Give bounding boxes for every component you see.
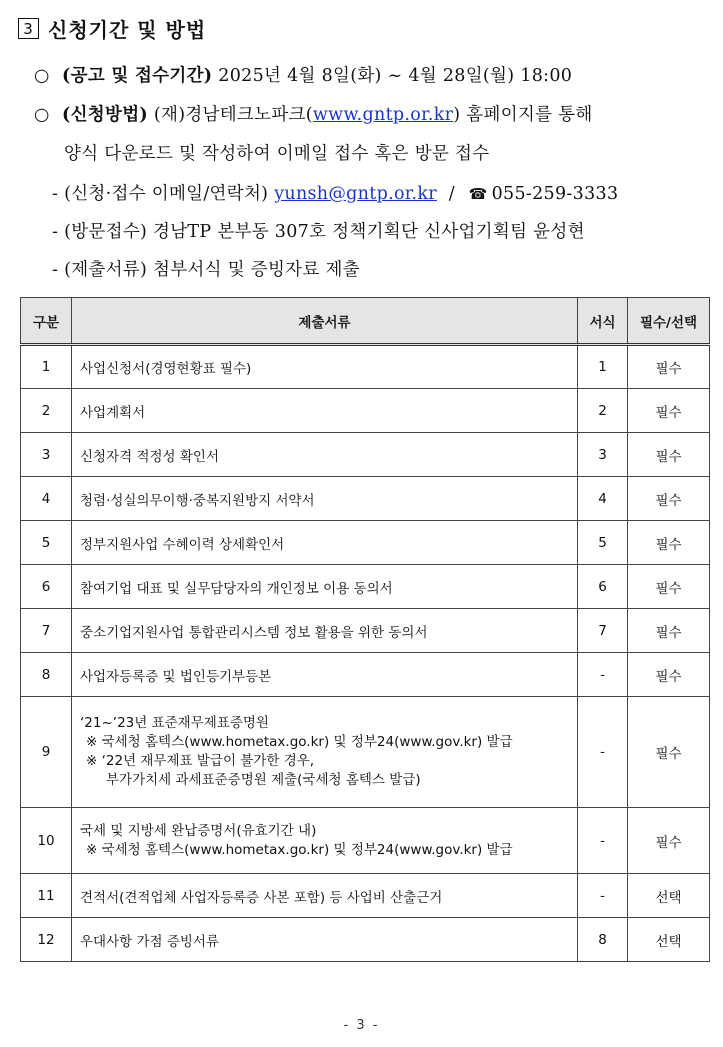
row-doc: 청렴·성실의무이행·중복지원방지 서약서: [72, 477, 578, 521]
section-title: [18, 14, 206, 43]
row-req: 필수: [628, 808, 710, 874]
table-row: [21, 697, 710, 808]
row-form: 5: [578, 521, 628, 565]
contact-separator: /: [448, 184, 455, 204]
method-line-2: 양식 다운로드 및 작성하여 이메일 접수 혹은 방문 접수: [64, 144, 490, 164]
table-row: [21, 653, 710, 697]
row-no: 6: [21, 565, 72, 609]
row-req: 필수: [628, 521, 710, 565]
header-doc: 제출서류: [72, 298, 578, 345]
table-row: [21, 433, 710, 477]
header-no: 구분: [21, 298, 72, 345]
row-doc: 우대사항 가점 증빙서류: [72, 918, 578, 962]
row-note: ※ ‘22년 재무제표 발급이 불가한 경우,: [86, 753, 315, 769]
row-req: 필수: [628, 389, 710, 433]
header-form: 서식: [578, 298, 628, 345]
row-no: 2: [21, 389, 72, 433]
period-value: 2025년 4월 8일(화) ~ 4월 28일(월) 18:00: [218, 66, 573, 86]
row-no: 10: [21, 808, 72, 874]
row-form: 8: [578, 918, 628, 962]
row-form: -: [578, 808, 628, 874]
row-no: 12: [21, 918, 72, 962]
table-row: [21, 345, 710, 389]
row-form: 2: [578, 389, 628, 433]
period-bullet: ○: [34, 66, 50, 86]
header-req: 필수/선택: [628, 298, 710, 345]
row-req: 선택: [628, 874, 710, 918]
phone-icon: ☎: [468, 185, 488, 203]
phone-number: 055-259-3333: [491, 184, 619, 204]
row-no: 11: [21, 874, 72, 918]
row-form: -: [578, 697, 628, 808]
row-note: ※ 국세청 홈텍스(www.hometax.go.kr) 및 정부24(www.gov.kr) 발급: [86, 841, 513, 858]
table-row: [21, 874, 710, 918]
row-doc: 국세 및 지방세 완납증명서(유효기간 내): [80, 822, 317, 839]
table-header-row: [21, 298, 710, 345]
section-number: 3: [18, 18, 39, 39]
row-form: 4: [578, 477, 628, 521]
row-doc: 사업계획서: [72, 389, 578, 433]
gntp-link[interactable]: www.gntp.or.kr: [312, 105, 454, 125]
row-no: 4: [21, 477, 72, 521]
row-req: 필수: [628, 433, 710, 477]
row-no: 3: [21, 433, 72, 477]
row-req: 필수: [628, 697, 710, 808]
method-line: [34, 101, 593, 126]
row-doc: 정부지원사업 수혜이력 상세확인서: [72, 521, 578, 565]
row-doc: 중소기업지원사업 통합관리시스템 정보 활용을 위한 동의서: [72, 609, 578, 653]
period-label: (공고 및 접수기간): [62, 66, 213, 86]
row-doc: 사업자등록증 및 법인등기부등본: [72, 653, 578, 697]
row-doc: 견적서(견적업체 사업자등록증 사본 포함) 등 사업비 산출근거: [72, 874, 578, 918]
row-no: 7: [21, 609, 72, 653]
row-doc: 신청자격 적정성 확인서: [72, 433, 578, 477]
row-req: 필수: [628, 345, 710, 389]
row-doc: 사업신청서(경영현황표 필수): [72, 345, 578, 389]
page-number: - 3 -: [343, 1018, 380, 1033]
row-doc: ‘21~’23년 표준재무제표증명원: [80, 715, 269, 731]
row-no: 9: [21, 697, 72, 808]
row-form: 6: [578, 565, 628, 609]
table-row: [21, 477, 710, 521]
row-form: 7: [578, 609, 628, 653]
row-doc-multiline: [72, 697, 578, 808]
row-req: 필수: [628, 477, 710, 521]
row-req: 선택: [628, 918, 710, 962]
row-note: ※ 국세청 홈텍스(www.hometax.go.kr) 및 정부24(www.gov.kr) 발급: [86, 734, 513, 750]
row-form: 3: [578, 433, 628, 477]
row-doc-multiline: [72, 808, 578, 874]
row-form: -: [578, 874, 628, 918]
row-no: 1: [21, 345, 72, 389]
row-req: 필수: [628, 565, 710, 609]
row-form: 1: [578, 345, 628, 389]
contact-prefix: - (신청·접수 이메일/연락처): [52, 184, 269, 204]
row-note: 부가가치세 과세표준증명원 제출(국세청 홈텍스 발급): [106, 772, 421, 788]
method-org-suffix: ) 홈페이지를 통해: [453, 105, 593, 125]
table-row: [21, 808, 710, 874]
method-label: (신청방법): [62, 105, 148, 125]
row-req: 필수: [628, 609, 710, 653]
method-org-prefix: (재)경남테크노파크(: [153, 105, 313, 125]
submission-table: [20, 297, 710, 962]
row-no: 8: [21, 653, 72, 697]
section-title-text: 신청기간 및 방법: [48, 18, 207, 42]
period-line: [34, 62, 572, 87]
table-row: [21, 918, 710, 962]
table-row: [21, 565, 710, 609]
method-bullet: ○: [34, 105, 50, 125]
row-no: 5: [21, 521, 72, 565]
email-link[interactable]: yunsh@gntp.or.kr: [274, 184, 437, 204]
visit-line: - (방문접수) 경남TP 본부동 307호 정책기획단 신사업기획팀 윤성현: [52, 222, 585, 242]
contact-line: [52, 180, 618, 205]
row-form: -: [578, 653, 628, 697]
docs-line: - (제출서류) 첨부서식 및 증빙자료 제출: [52, 260, 360, 280]
table-row: [21, 389, 710, 433]
row-req: 필수: [628, 653, 710, 697]
table-row: [21, 521, 710, 565]
row-doc: 참여기업 대표 및 실무담당자의 개인정보 이용 동의서: [72, 565, 578, 609]
table-row: [21, 609, 710, 653]
